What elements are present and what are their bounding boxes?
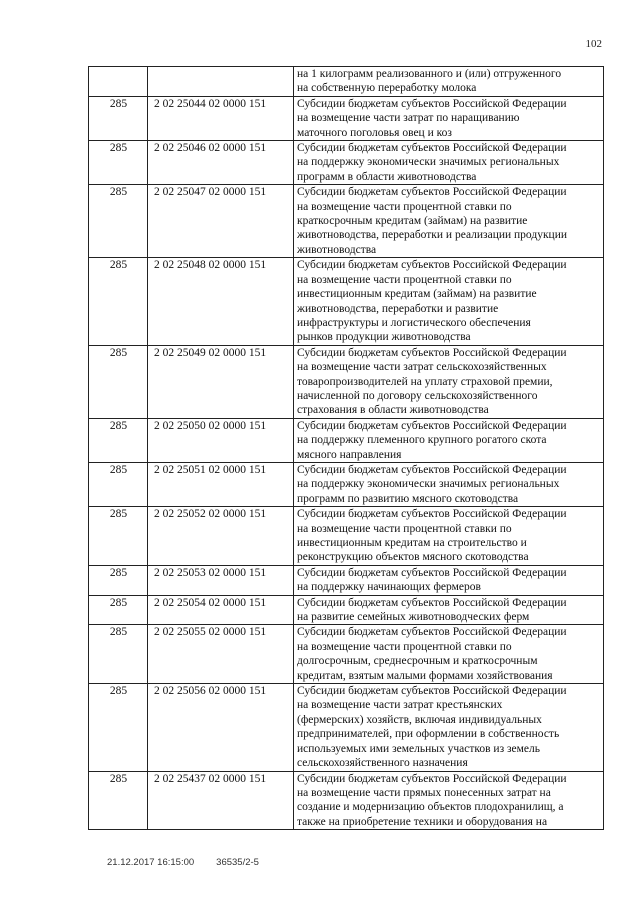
description-cell bbox=[294, 96, 604, 140]
description-line: на возмещение части затрат по наращиванию bbox=[297, 112, 520, 125]
description-line: страхования в области животноводства bbox=[297, 404, 489, 417]
description-line: животноводства, переработки и развитие bbox=[297, 302, 499, 315]
admin-code-cell: 285 bbox=[89, 345, 148, 418]
description-cell bbox=[294, 507, 604, 566]
admin-code-cell: 285 bbox=[89, 141, 148, 185]
budget-classification-code-cell: 2 02 25052 02 0000 151 bbox=[148, 507, 294, 566]
description-line: Субсидии бюджетам субъектов Российской Федерации bbox=[297, 346, 567, 359]
description-line: рынков продукции животноводства bbox=[297, 331, 471, 344]
description-line: на возмещение части прямых понесенных затрат на bbox=[297, 786, 551, 799]
description-line: Субсидии бюджетам субъектов Российской Федерации bbox=[297, 419, 567, 432]
description-line: Субсидии бюджетам субъектов Российской Федерации bbox=[297, 463, 567, 476]
description-line: создание и модернизацию объектов плодохранилищ, а bbox=[297, 801, 564, 814]
table-row bbox=[89, 418, 604, 462]
description-line: программ по развитию мясного скотоводства bbox=[297, 492, 519, 505]
footer-doc-id: 36535/2-5 bbox=[216, 857, 259, 868]
description-cell bbox=[294, 565, 604, 595]
footer-datetime: 21.12.2017 16:15:00 bbox=[107, 857, 195, 868]
description-line: Субсидии бюджетам субъектов Российской Федерации bbox=[297, 142, 567, 155]
table-row bbox=[89, 141, 604, 185]
admin-code-cell: 285 bbox=[89, 185, 148, 258]
admin-code-cell: 285 bbox=[89, 462, 148, 506]
table-row bbox=[89, 258, 604, 345]
admin-code-cell: 285 bbox=[89, 595, 148, 625]
description-line: также на приобретение техники и оборудования на bbox=[297, 815, 548, 828]
budget-classification-code-cell: 2 02 25050 02 0000 151 bbox=[148, 418, 294, 462]
description-line: инвестиционным кредитам (займам) на развитие bbox=[297, 288, 537, 301]
description-line: долгосрочным, среднесрочным и краткосрочным bbox=[297, 655, 538, 668]
budget-classification-code-cell: 2 02 25437 02 0000 151 bbox=[148, 771, 294, 830]
budget-classification-code-cell: 2 02 25055 02 0000 151 bbox=[148, 625, 294, 684]
description-line: реконструкцию объектов мясного скотоводства bbox=[297, 551, 529, 564]
description-cell bbox=[294, 418, 604, 462]
description-line: на поддержку экономически значимых региональных bbox=[297, 156, 560, 169]
description-line: маточного поголовья овец и коз bbox=[297, 126, 452, 139]
page-number: 102 bbox=[585, 38, 602, 50]
description-line: программ в области животноводства bbox=[297, 170, 477, 183]
table-row bbox=[89, 565, 604, 595]
description-line: предпринимателей, при оформлении в собственность bbox=[297, 728, 560, 741]
admin-code-cell: 285 bbox=[89, 507, 148, 566]
description-cell bbox=[294, 141, 604, 185]
description-cell bbox=[294, 595, 604, 625]
description-line: Субсидии бюджетам субъектов Российской Федерации bbox=[297, 626, 567, 639]
description-line: на возмещение части процентной ставки по bbox=[297, 640, 512, 653]
admin-code-cell: 285 bbox=[89, 684, 148, 771]
description-line: Субсидии бюджетам субъектов Российской Федерации bbox=[297, 186, 567, 199]
table-row bbox=[89, 684, 604, 771]
description-line: сельскохозяйственного назначения bbox=[297, 757, 468, 770]
table-row bbox=[89, 625, 604, 684]
description-cell bbox=[294, 67, 604, 97]
admin-code-cell: 285 bbox=[89, 96, 148, 140]
description-line: Субсидии бюджетам субъектов Российской Федерации bbox=[297, 259, 567, 272]
table-row bbox=[89, 96, 604, 140]
description-line: краткосрочным кредитам (займам) на развитие bbox=[297, 215, 528, 228]
description-line: кредитам, взятым малыми формами хозяйствования bbox=[297, 669, 553, 682]
description-line: на поддержку племенного крупного рогатого скота bbox=[297, 434, 547, 447]
budget-classification-code-cell: 2 02 25047 02 0000 151 bbox=[148, 185, 294, 258]
budget-classification-code-cell: 2 02 25056 02 0000 151 bbox=[148, 684, 294, 771]
description-cell bbox=[294, 462, 604, 506]
description-line: на поддержку начинающих фермеров bbox=[297, 581, 481, 594]
description-cell bbox=[294, 625, 604, 684]
admin-code-cell: 285 bbox=[89, 771, 148, 830]
description-line: Субсидии бюджетам субъектов Российской Федерации bbox=[297, 685, 567, 698]
description-line: на развитие семейных животноводческих ферм bbox=[297, 611, 530, 624]
footer bbox=[107, 857, 259, 868]
description-line: на возмещение части процентной ставки по bbox=[297, 522, 512, 535]
description-cell bbox=[294, 345, 604, 418]
table-body bbox=[89, 67, 604, 830]
budget-classification-code-cell: 2 02 25046 02 0000 151 bbox=[148, 141, 294, 185]
table-row bbox=[89, 507, 604, 566]
admin-code-cell: 285 bbox=[89, 625, 148, 684]
description-line: на поддержку экономически значимых региональных bbox=[297, 478, 560, 491]
description-line: инвестиционным кредитам на строительство и bbox=[297, 537, 527, 549]
description-line: на возмещение части затрат крестьянских bbox=[297, 699, 503, 712]
description-cell bbox=[294, 185, 604, 258]
table-row bbox=[89, 185, 604, 258]
table-row bbox=[89, 345, 604, 418]
budget-classification-code-cell: 2 02 25054 02 0000 151 bbox=[148, 595, 294, 625]
budget-codes-table bbox=[88, 66, 602, 830]
description-line: Субсидии бюджетам субъектов Российской Федерации bbox=[297, 566, 567, 579]
description-line: на 1 килограмм реализованного и (или) отгруженного bbox=[297, 68, 562, 80]
description-line: на возмещение части процентной ставки по bbox=[297, 273, 512, 286]
table-row bbox=[89, 67, 604, 97]
description-line: животноводства bbox=[297, 243, 377, 256]
description-line: инфраструктуры и логистического обеспечения bbox=[297, 316, 531, 329]
description-line: товаропроизводителей на уплату страховой премии, bbox=[297, 375, 553, 388]
admin-code-cell: 285 bbox=[89, 418, 148, 462]
budget-classification-code-cell: 2 02 25048 02 0000 151 bbox=[148, 258, 294, 345]
description-line: на возмещение части затрат сельскохозяйственных bbox=[297, 361, 547, 374]
budget-classification-code-cell: 2 02 25044 02 0000 151 bbox=[148, 96, 294, 140]
description-line: Субсидии бюджетам субъектов Российской Федерации bbox=[297, 772, 567, 785]
description-line: начисленной по договору сельскохозяйственного bbox=[297, 389, 538, 402]
description-line: используемых ими земельных участков из земель bbox=[297, 742, 541, 755]
budget-classification-code-cell: 2 02 25049 02 0000 151 bbox=[148, 345, 294, 418]
description-line: мясного направления bbox=[297, 448, 402, 461]
description-line: на возмещение части процентной ставки по bbox=[297, 200, 512, 213]
description-line: животноводства, переработки и реализации продукции bbox=[297, 229, 568, 242]
admin-code-cell bbox=[89, 67, 148, 97]
budget-classification-code-cell: 2 02 25051 02 0000 151 bbox=[148, 462, 294, 506]
description-cell bbox=[294, 258, 604, 345]
description-cell bbox=[294, 771, 604, 830]
description-line: Субсидии бюджетам субъектов Российской Федерации bbox=[297, 97, 567, 110]
budget-classification-code-cell: 2 02 25053 02 0000 151 bbox=[148, 565, 294, 595]
description-line: на собственную переработку молока bbox=[297, 82, 477, 95]
description-line: (фермерских) хозяйств, включая индивидуальных bbox=[297, 713, 542, 726]
table-row bbox=[89, 595, 604, 625]
budget-classification-code-cell bbox=[148, 67, 294, 97]
admin-code-cell: 285 bbox=[89, 258, 148, 345]
table-row bbox=[89, 771, 604, 830]
description-cell bbox=[294, 684, 604, 771]
table-row bbox=[89, 462, 604, 506]
description-line: Субсидии бюджетам субъектов Российской Федерации bbox=[297, 596, 567, 609]
description-line: Субсидии бюджетам субъектов Российской Федерации bbox=[297, 508, 567, 521]
admin-code-cell: 285 bbox=[89, 565, 148, 595]
